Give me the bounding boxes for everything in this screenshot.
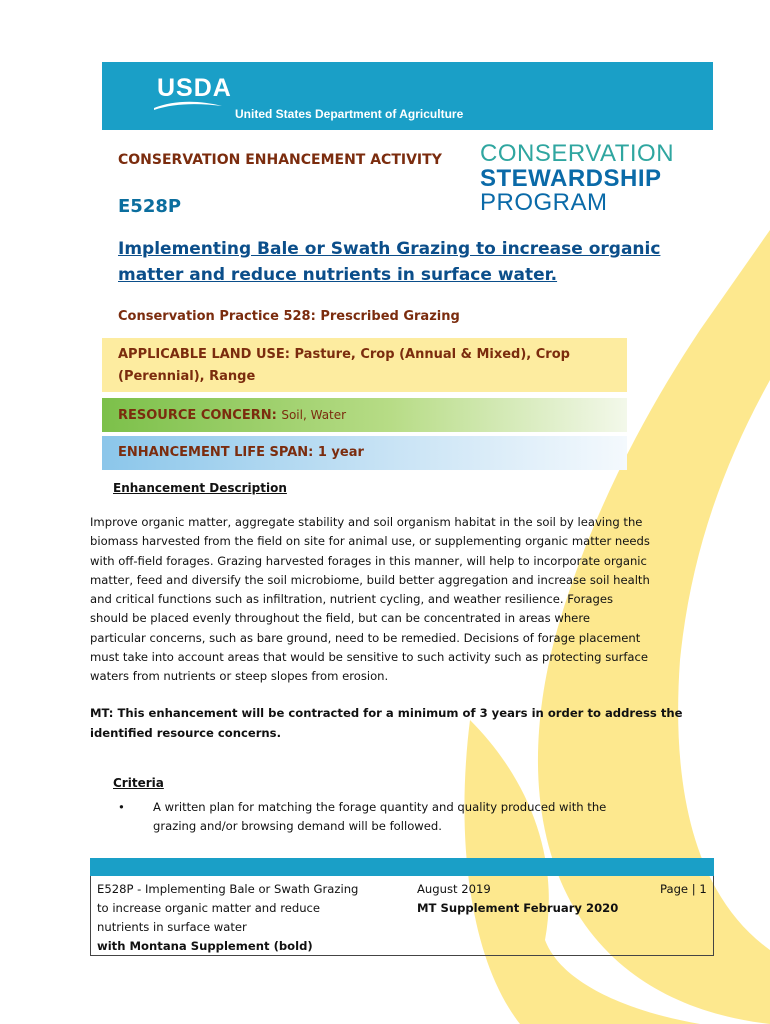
criteria-item-line1: A written plan for matching the forage quantity and quality produced with the	[153, 800, 607, 814]
footer-doc-line2: to increase organic matter and reduce	[97, 901, 321, 915]
description-heading: Enhancement Description	[113, 481, 287, 495]
csp-logo	[480, 142, 674, 214]
title-line1: Implementing Bale or Swath Grazing to increase organic	[118, 239, 661, 259]
title-line2: matter and reduce nutrients in surface water.	[118, 265, 558, 285]
footer-dates	[417, 880, 618, 918]
footer-date: August 2019	[417, 882, 491, 896]
footer-doc-line1: E528P - Implementing Bale or Swath Grazing	[97, 882, 359, 896]
usda-logo: USDA	[157, 74, 232, 102]
criteria-item-line2: grazing and/or browsing demand will be followed.	[153, 819, 442, 833]
list-item	[118, 798, 658, 836]
description-line: and critical functions such as infiltration, nutrient cycling, and weather resilience. Forages	[90, 592, 614, 607]
description-line: matter, feed and diversify the soil microbiome, build better aggregation and increase soil health	[90, 572, 650, 587]
enhancement-title	[118, 236, 678, 288]
footer-doc-line4: with Montana Supplement (bold)	[97, 939, 313, 953]
csp-logo-line1: CONSERVATION	[480, 140, 675, 167]
footer-supplement-date: MT Supplement February 2020	[417, 901, 619, 915]
bullet-icon: •	[118, 800, 125, 814]
activity-type-label: CONSERVATION ENHANCEMENT ACTIVITY	[118, 152, 442, 168]
resource-concern-bar	[102, 398, 627, 432]
land-use-bar	[102, 338, 627, 392]
description-line: particular concerns, such as bare ground, need to be remedied. Decisions of forage placement	[90, 630, 641, 645]
description-line: with off-field forages. Grazing harvested forages in this manner, will help to incorporate organic	[90, 553, 647, 568]
land-use-line1: APPLICABLE LAND USE: Pasture, Crop (Annual & Mixed), Crop	[118, 347, 570, 362]
criteria-heading: Criteria	[113, 776, 164, 790]
criteria-list	[118, 798, 658, 836]
life-span-bar	[102, 436, 627, 470]
page-number: Page | 1	[660, 882, 707, 896]
activity-code: E528P	[118, 196, 182, 217]
csp-logo-line3: PROGRAM	[480, 189, 608, 216]
description-line: waters from nutrients or steep slopes from erosion.	[90, 669, 389, 684]
conservation-practice: Conservation Practice 528: Prescribed Grazing	[118, 309, 460, 324]
land-use-line2: (Perennial), Range	[118, 369, 256, 384]
footer-doc-line3: nutrients in surface water	[97, 920, 247, 934]
description-body	[90, 513, 690, 687]
description-line: biomass harvested from the field on site for animal use, or supplementing organic matter needs	[90, 534, 650, 549]
description-line: Improve organic matter, aggregate stability and soil organism habitat in the soil by leaving the	[90, 515, 643, 529]
description-line: must take into account areas that would be sensitive to such activity such as protecting surface	[90, 650, 649, 665]
usda-header-banner	[102, 62, 713, 130]
footer-bar	[90, 858, 714, 876]
life-span-text: ENHANCEMENT LIFE SPAN: 1 year	[118, 445, 364, 460]
resource-concern-label: RESOURCE CONCERN:	[118, 408, 277, 423]
csp-logo-line2: STEWARDSHIP	[480, 165, 662, 192]
montana-note	[90, 704, 690, 743]
department-name: United States Department of Agriculture	[235, 107, 464, 121]
footer-document-title	[97, 880, 387, 956]
description-line: should be placed evenly throughout the field, but can be concentrated in areas where	[90, 611, 590, 626]
resource-concern-value: Soil, Water	[281, 408, 347, 422]
montana-note-line2: identified resource concerns.	[90, 725, 281, 740]
montana-note-line1: MT: This enhancement will be contracted for a minimum of 3 years in order to address the	[90, 706, 683, 720]
usda-swoosh-icon	[154, 100, 222, 110]
